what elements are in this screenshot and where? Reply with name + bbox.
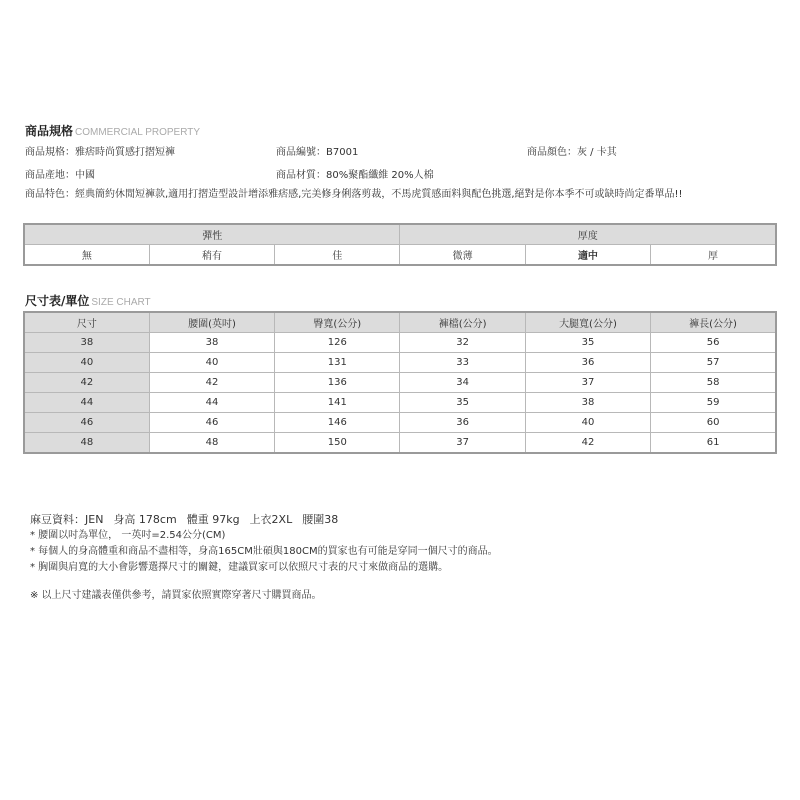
size-chart-row (24, 393, 776, 413)
measurement-cell: 36 (525, 353, 650, 373)
size-cell: 38 (24, 333, 149, 353)
model-height: 身高 178cm (113, 513, 177, 526)
size-cell: 40 (24, 353, 149, 373)
model-label: 麻豆資料：JEN (30, 513, 104, 526)
measurement-cell: 146 (275, 413, 400, 433)
measurement-cell: 35 (525, 333, 650, 353)
size-chart-title: 尺寸表/單位 (25, 294, 90, 308)
size-chart-row (24, 353, 776, 373)
elasticity-label: 彈性 (24, 224, 400, 245)
measurement-cell: 32 (400, 333, 525, 353)
size-header-cell: 尺寸 (24, 312, 149, 333)
elasticity-option-selected: 稍有 (149, 245, 274, 266)
thickness-option-selected: 適中 (525, 245, 650, 266)
thickness-option: 厚 (651, 245, 776, 266)
spec-title: 商品規格 (25, 124, 74, 138)
size-chart-row (24, 333, 776, 353)
spec-section-title (25, 122, 200, 139)
measurement-cell: 44 (149, 393, 274, 413)
size-cell: 44 (24, 393, 149, 413)
spec-color: 商品顏色：灰 / 卡其 (527, 147, 617, 158)
spec-feature: 商品特色：經典簡約休閒短褲款,適用打摺造型設計增添雅痞感,完美修身俐落剪裁，不馬虎質感面料與配色挑選,絕對是你本季不可或缺時尚定番單品!! (25, 189, 683, 200)
spec-title-en: COMMERCIAL PROPERTY (75, 127, 201, 138)
measurement-cell: 42 (525, 433, 650, 454)
measurement-cell: 48 (149, 433, 274, 454)
size-chart-section-title (25, 292, 151, 309)
size-header-cell: 腰圍(英吋) (149, 312, 274, 333)
size-cell: 42 (24, 373, 149, 393)
attributes-header-row (24, 224, 776, 245)
spec-material: 商品材質：80%聚酯纖維 20%人棉 (276, 170, 434, 181)
elasticity-option: 無 (24, 245, 149, 266)
measurement-cell: 36 (400, 413, 525, 433)
size-chart-row (24, 413, 776, 433)
measurement-cell: 46 (149, 413, 274, 433)
measurement-cell: 40 (149, 353, 274, 373)
measurement-cell: 40 (525, 413, 650, 433)
size-cell: 48 (24, 433, 149, 454)
measurement-cell: 42 (149, 373, 274, 393)
spec-origin: 商品產地：中國 (25, 170, 95, 181)
measurement-cell: 38 (149, 333, 274, 353)
measurement-cell: 131 (275, 353, 400, 373)
model-waist: 腰圍38 (302, 513, 339, 526)
measurement-cell: 56 (651, 333, 776, 353)
size-cell: 46 (24, 413, 149, 433)
size-header-cell: 臀寬(公分) (275, 312, 400, 333)
size-chart-row (24, 433, 776, 454)
elasticity-option: 佳 (275, 245, 400, 266)
size-chart-title-en: SIZE CHART (91, 297, 151, 308)
size-chart-row (24, 373, 776, 393)
size-header-cell: 褲長(公分) (651, 312, 776, 333)
measurement-cell: 59 (651, 393, 776, 413)
measurement-cell: 34 (400, 373, 525, 393)
spec-name: 商品規格：雅痞時尚質感打摺短褲 (25, 147, 175, 158)
note-1: * 腰圍以吋為單位， 一英吋=2.54公分(CM) (30, 530, 226, 541)
spec-code: 商品編號：B7001 (276, 147, 359, 158)
model-top: 上衣2XL (249, 513, 293, 526)
thickness-label: 厚度 (400, 224, 776, 245)
attributes-options-row (24, 245, 776, 266)
measurement-cell: 58 (651, 373, 776, 393)
size-header-cell: 褲檔(公分) (400, 312, 525, 333)
measurement-cell: 37 (400, 433, 525, 454)
notes-block (30, 512, 498, 604)
measurement-cell: 126 (275, 333, 400, 353)
attributes-table (23, 223, 777, 266)
model-info (30, 512, 498, 528)
disclaimer: ※ 以上尺寸建議表僅供參考，請買家依照實際穿著尺寸購買商品。 (30, 590, 322, 601)
measurement-cell: 136 (275, 373, 400, 393)
measurement-cell: 61 (651, 433, 776, 454)
measurement-cell: 150 (275, 433, 400, 454)
thickness-option: 微薄 (400, 245, 525, 266)
note-3: * 胸圍與肩寬的大小會影響選擇尺寸的關鍵，建議買家可以依照尺寸表的尺寸來做商品的選購。 (30, 562, 449, 573)
measurement-cell: 33 (400, 353, 525, 373)
measurement-cell: 38 (525, 393, 650, 413)
note-2: * 每個人的身高體重和商品不盡相等，身高165CM壯碩與180CM的買家也有可能是穿同一個尺寸的商品。 (30, 546, 498, 557)
measurement-cell: 60 (651, 413, 776, 433)
measurement-cell: 35 (400, 393, 525, 413)
model-weight: 體重 97kg (186, 513, 240, 526)
measurement-cell: 37 (525, 373, 650, 393)
measurement-cell: 57 (651, 353, 776, 373)
size-header-cell: 大腿寬(公分) (525, 312, 650, 333)
measurement-cell: 141 (275, 393, 400, 413)
size-chart-header-row (24, 312, 776, 333)
size-chart-table (23, 311, 777, 454)
